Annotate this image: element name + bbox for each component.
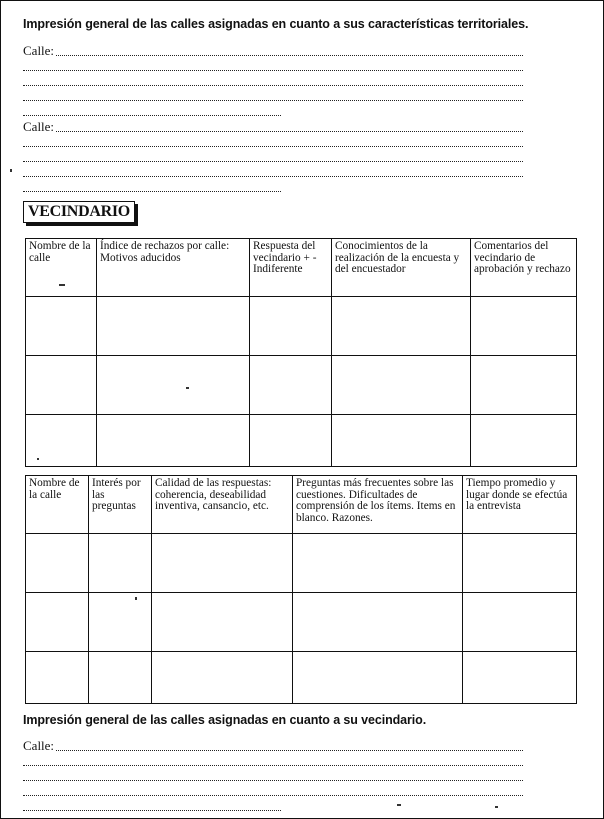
table-cell[interactable] <box>471 415 577 467</box>
table-cell[interactable] <box>471 356 577 415</box>
dotted-line[interactable] <box>23 151 523 163</box>
table-cell[interactable] <box>471 297 577 356</box>
header-conocimientos: Conocimientos de la realización de la encuesta y del encuestador <box>332 239 471 297</box>
table-row <box>26 415 577 467</box>
header-interes-preguntas: Interés por las preguntas <box>89 476 152 534</box>
table-cell[interactable] <box>463 534 577 593</box>
dotted-line[interactable] <box>23 166 523 178</box>
dotted-line[interactable] <box>23 770 523 782</box>
dotted-line-short[interactable] <box>23 105 281 117</box>
calle-label: Calle: <box>23 121 55 133</box>
table-cell[interactable] <box>97 415 250 467</box>
dotted-line[interactable] <box>23 755 523 767</box>
table-cell[interactable] <box>293 534 463 593</box>
table-cell[interactable] <box>97 297 250 356</box>
table-header-row <box>26 476 577 534</box>
scan-speck <box>10 169 12 172</box>
table-cell[interactable] <box>250 297 332 356</box>
dotted-line[interactable] <box>23 136 523 148</box>
dotted-line[interactable] <box>23 785 523 797</box>
table-cell[interactable] <box>463 652 577 704</box>
dotted-line[interactable] <box>23 75 523 87</box>
header-tiempo-promedio: Tiempo promedio y lugar donde se efectúa la entrevista <box>463 476 577 534</box>
scan-speck <box>37 458 39 460</box>
table-cell[interactable] <box>26 593 89 652</box>
header-preguntas-frecuentes: Preguntas más frecuentes sobre las cuestiones. Dificultades de comprensión de los ítems. Items en blanco. Razones. <box>293 476 463 534</box>
table-cell[interactable] <box>26 297 97 356</box>
table-cell[interactable] <box>152 534 293 593</box>
header-respuesta-vecindario: Respuesta del vecindario + - Indiferente <box>250 239 332 297</box>
table-cell[interactable] <box>293 652 463 704</box>
scan-speck <box>135 597 137 600</box>
scan-speck <box>397 804 401 806</box>
table-header-row <box>26 239 577 297</box>
scan-speck <box>186 387 189 389</box>
header-indice-rechazos: Índice de rechazos por calle: Motivos aducidos <box>97 239 250 297</box>
dotted-line-short[interactable] <box>23 181 281 193</box>
dotted-line-short[interactable] <box>23 800 281 812</box>
table-cell[interactable] <box>332 297 471 356</box>
table-cell[interactable] <box>293 593 463 652</box>
table-row <box>26 534 577 593</box>
scan-speck <box>59 284 65 286</box>
table-cell[interactable] <box>26 356 97 415</box>
table-cell[interactable] <box>97 356 250 415</box>
header-nombre-calle: Nombre de la calle <box>26 476 89 534</box>
header-nombre-calle: Nombre de la calle <box>26 239 97 297</box>
calle-label: Calle: <box>23 45 55 57</box>
dotted-line[interactable] <box>23 90 523 102</box>
scan-speck <box>495 806 498 808</box>
table-cell[interactable] <box>89 652 152 704</box>
vecindario-title: VECINDARIO <box>23 201 135 223</box>
table-cell[interactable] <box>26 534 89 593</box>
table-row <box>26 652 577 704</box>
header-comentarios: Comentarios del vecindario de aprobación y rechazo <box>471 239 577 297</box>
table-cell[interactable] <box>89 534 152 593</box>
table-cell[interactable] <box>152 652 293 704</box>
table-cell[interactable] <box>26 652 89 704</box>
table-row <box>26 356 577 415</box>
table-cell[interactable] <box>89 593 152 652</box>
table-cell[interactable] <box>463 593 577 652</box>
table-cell[interactable] <box>332 356 471 415</box>
table-cell[interactable] <box>332 415 471 467</box>
header-calidad-respuestas: Calidad de las respuestas: coherencia, deseabilidad inventiva, cansancio, etc. <box>152 476 293 534</box>
calle-line-3[interactable] <box>23 740 523 752</box>
table-row <box>26 593 577 652</box>
table-cell[interactable] <box>152 593 293 652</box>
calle-line-2[interactable] <box>23 121 523 133</box>
table-row <box>26 297 577 356</box>
table-cell[interactable] <box>250 356 332 415</box>
vecindario-table-2 <box>25 475 577 704</box>
calle-label: Calle: <box>23 740 55 752</box>
calle-line-1[interactable] <box>23 45 523 57</box>
table-cell[interactable] <box>250 415 332 467</box>
territorial-heading: Impresión general de las calles asignadas en cuanto a sus características territoriales. <box>23 17 529 31</box>
vecindario-heading: Impresión general de las calles asignadas en cuanto a su vecindario. <box>23 713 427 727</box>
dotted-line[interactable] <box>23 60 523 72</box>
vecindario-table-1 <box>25 238 577 467</box>
